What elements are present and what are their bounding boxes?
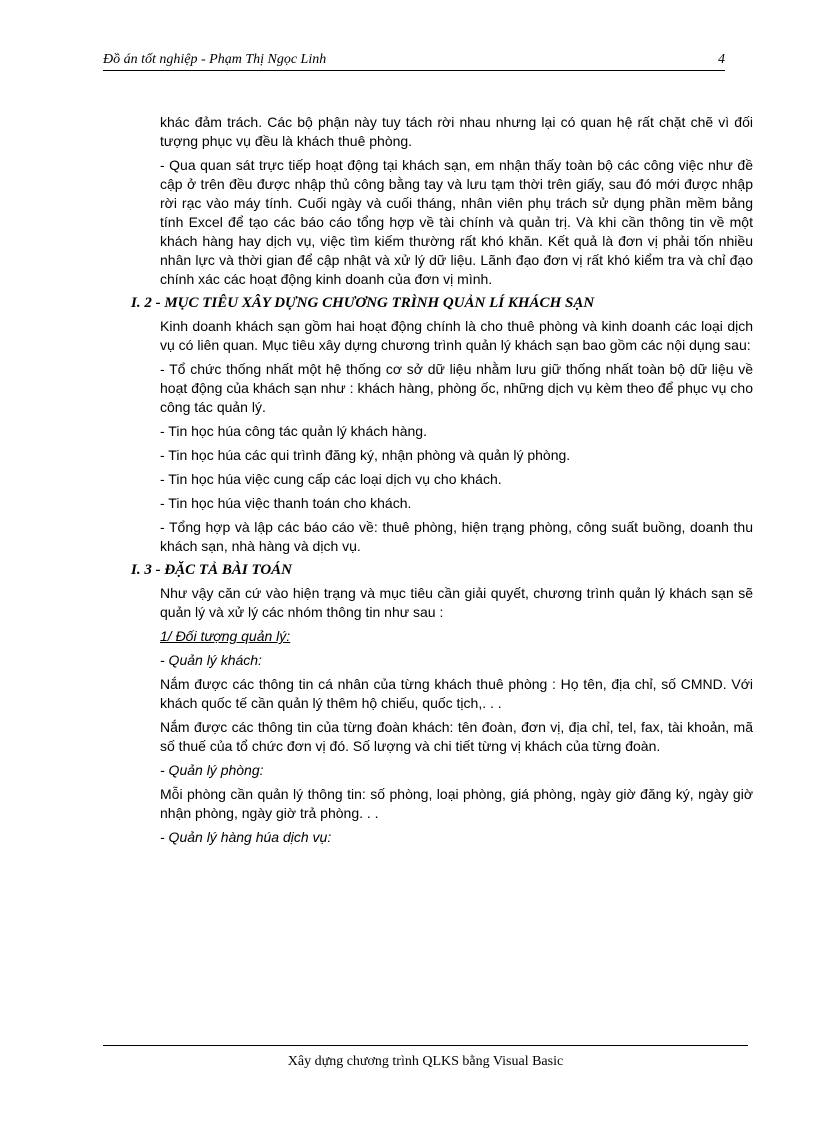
section-heading: I. 3 - ĐẶC TẢ BÀI TOÁN: [131, 562, 293, 578]
paragraph: Như vậy căn cứ vào hiện trạng và mục tiêu cần giải quyết, chương trình quản lý khách sạn sẽ quản lý và xử lý các nhóm thông tin như sau :: [160, 585, 753, 620]
subsection-item: - Quản lý khách:: [160, 652, 262, 668]
list-item: - Tin học húa việc cung cấp các loại dịch vụ cho khách.: [160, 471, 502, 487]
paragraph: - Qua quan sát trực tiếp hoạt động tại khách sạn, em nhận thấy toàn bộ các công việc như đề cập ở trên đều được nhập thủ công bằng tay và lưu tạm thời trên giấy, sau đó mới được nhập rời rạc vào máy tính. Cuối ngày và cuối tháng, nhân viên phụ trách sử dụng phần mềm bảng tính Excel để tạo các báo cáo tổng hợp về tài chính và quản trị. Và khi cần thông tin về một khách hàng hay dịch vụ, việc tìm kiếm thường rất khó khăn. Kết quả là đơn vị phải tốn nhiều nhân lực và thời gian để cập nhật và xử lý dữ liệu. Lãnh đạo đơn vị rất khó kiểm tra và chỉ đạo chính xác các hoạt động kinh doanh của đơn vị mình.: [160, 157, 753, 287]
paragraph: Kinh doanh khách sạn gồm hai hoạt động chính là cho thuê phòng và kinh doanh các loại dịch vụ có liên quan. Mục tiêu xây dựng chương trình quản lý khách sạn bao gồm các nội dụng sau:: [160, 318, 753, 353]
subsection-item: - Quản lý phòng:: [160, 762, 264, 778]
paragraph: Nắm được các thông tin của từng đoàn khách: tên đoàn, đơn vị, địa chỉ, tel, fax, tài khoản, mã số thuế của tổ chức đơn vị đó. Số lượng và chi tiết từng vị khách của từng đoàn.: [160, 719, 753, 754]
page-number: 4: [718, 52, 725, 67]
paragraph: - Tổ chức thống nhất một hệ thống cơ sở dữ liệu nhằm lưu giữ thống nhất toàn bộ dữ liệu về hoạt động của khách sạn như : khách hàng, phòng ốc, những dịch vụ kèm theo để phục vụ cho công tác quản lý.: [160, 361, 753, 415]
list-item: - Tin học húa các qui trình đăng ký, nhận phòng và quản lý phòng.: [160, 447, 571, 463]
subsection-title: 1/ Đối tượng quản lý:: [160, 628, 291, 644]
paragraph: khác đảm trách. Các bộ phận này tuy tách rời nhau nhưng lại có quan hệ rất chặt chẽ vì đối tượng phục vụ đều là khách thuê phòng.: [160, 114, 753, 149]
paragraph: Mỗi phòng cần quản lý thông tin: số phòng, loại phòng, giá phòng, ngày giờ đăng ký, ngày giờ nhận phòng, ngày giờ trả phòng. . .: [160, 786, 753, 821]
subsection-item: - Quản lý hàng húa dịch vụ:: [160, 829, 332, 845]
document-body: [103, 113, 753, 852]
footer-divider: [103, 1045, 748, 1046]
page-footer: Xây dựng chương trình QLKS bằng Visual Basic: [287, 1054, 564, 1069]
list-item: - Tin học húa công tác quản lý khách hàng.: [160, 423, 427, 439]
section-heading: I. 2 - MỤC TIÊU XÂY DỰNG CHƯƠNG TRÌNH QUẢN LÍ KHÁCH SẠN: [131, 295, 595, 311]
list-item: - Tin học húa việc thanh toán cho khách.: [160, 495, 412, 511]
list-item: - Tổng hợp và lập các báo cáo về: thuê phòng, hiện trạng phòng, công suất buồng, doanh thu khách sạn, nhà hàng và dịch vụ.: [160, 519, 753, 554]
page-header: [103, 52, 725, 71]
paragraph: Nắm được các thông tin cá nhân của từng khách thuê phòng : Họ tên, địa chỉ, số CMND. Với khách quốc tế cần quản lý thêm hộ chiếu, quốc tịch,. . .: [160, 676, 753, 711]
header-title: Đồ án tốt nghiệp - Phạm Thị Ngọc Linh: [103, 52, 327, 67]
